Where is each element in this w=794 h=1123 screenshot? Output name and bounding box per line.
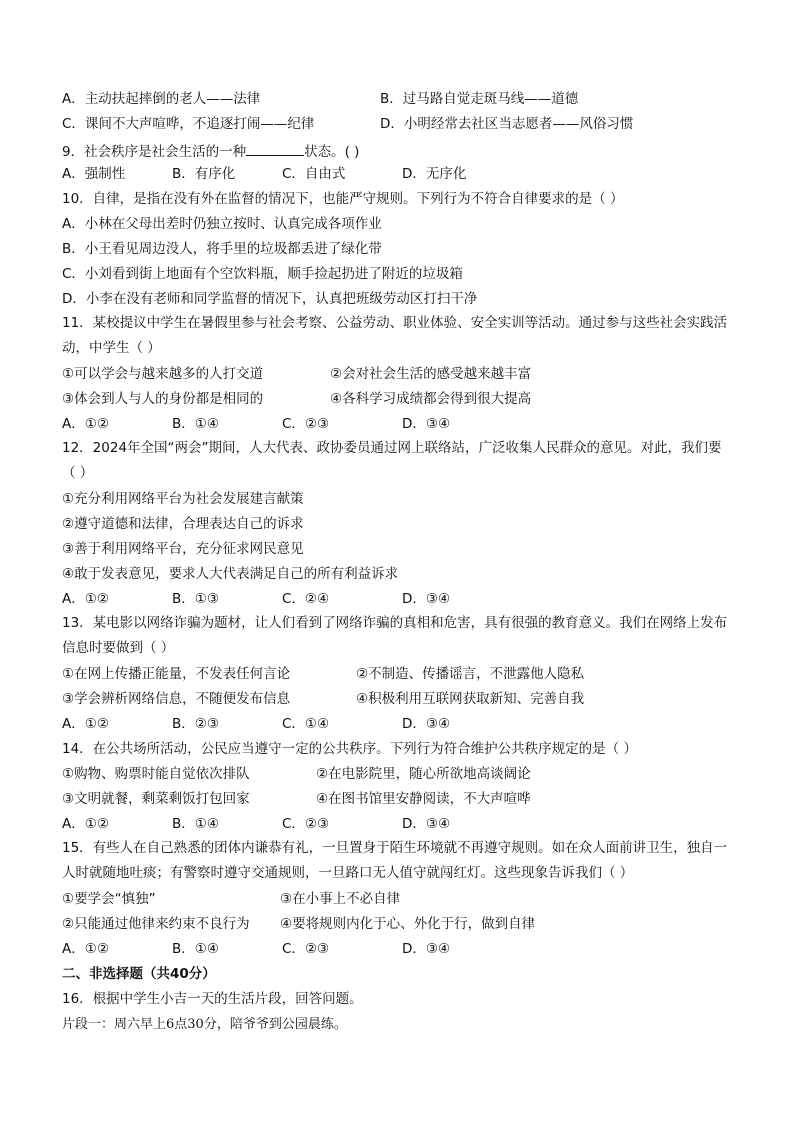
q14-item-1: ①购物、购票时能自觉依次排队 (62, 766, 250, 782)
q15-items-row-1 (62, 893, 732, 913)
q15-item-2: ②只能通过他律来约束不良行为 (62, 916, 250, 932)
q12-item-4: ④敢于发表意见，要求人大代表满足自己的所有利益诉求 (62, 566, 399, 582)
q9-option-d[interactable]: D．无序化 (402, 166, 467, 182)
q10-option-a[interactable]: A．小林在父母出差时仍独立按时、认真完成各项作业 (62, 216, 382, 232)
q9-stem-before: 9．社会秩序是社会生活的一种 (62, 144, 247, 160)
q14-item-3: ③文明就餐，剩菜剩饭打包回家 (62, 791, 250, 807)
q8-options-row-1 (62, 93, 732, 113)
q15-stem: 15．有些人在自己熟悉的团体内谦恭有礼，一旦置身于陌生环境就不再遵守规则。如在众人面前讲卫生，独自一人时就随地吐痰；有警察时遵守交通规则，一旦路口无人值守就闯红灯。这些现象告诉我们（ ） (62, 840, 728, 881)
q12-option-d[interactable]: D．③④ (402, 591, 451, 607)
q11-item-1: ①可以学会与越来越多的人打交道 (62, 366, 264, 382)
q8-option-b[interactable]: B．过马路自觉走斑马线——道德 (380, 91, 579, 107)
q13-stem: 13．某电影以网络诈骗为题材，让人们看到了网络诈骗的真相和危害，具有很强的教育意义。我们在网络上发布信息时要做到（ ） (62, 615, 728, 656)
q14-stem: 14．在公共场所活动，公民应当遵守一定的公共秩序。下列行为符合维护公共秩序规定的是（ ） (62, 741, 637, 757)
q11-option-a[interactable]: A．①② (62, 416, 109, 432)
q11-option-c[interactable]: C．②③ (282, 416, 330, 432)
q10-option-c[interactable]: C．小刘看到街上地面有个空饮料瓶，顺手捡起扔进了附近的垃圾箱 (62, 266, 463, 282)
q16-stem: 16．根据中学生小吉一天的生活片段，回答问题。 (62, 991, 363, 1007)
q10-option-b[interactable]: B．小王看见周边没人，将手里的垃圾都丢进了绿化带 (62, 241, 382, 257)
q9-stem-after: 状态。( ) (304, 144, 360, 160)
q15-item-3: ③在小事上不必自律 (280, 891, 401, 907)
q9-option-c[interactable]: C．自由式 (282, 166, 346, 182)
q12-options-row (62, 593, 732, 613)
q13-item-1: ①在网上传播正能量，不发表任何言论 (62, 666, 291, 682)
q13-item-2: ②不制造、传播谣言，不泄露他人隐私 (356, 666, 585, 682)
q13-item-3: ③学会辨析网络信息，不随便发布信息 (62, 691, 291, 707)
q12-item-3: ③善于利用网络平台，充分征求网民意见 (62, 541, 304, 557)
q9-answer-blank[interactable] (246, 143, 304, 156)
q11-option-d[interactable]: D．③④ (402, 416, 451, 432)
q15-option-b[interactable]: B．①④ (172, 941, 219, 957)
q8-option-c[interactable]: C．课间不大声喧哗，不追逐打闹——纪律 (62, 116, 315, 132)
q8-options-row-2 (62, 118, 732, 138)
q12-item-2: ②遵守道德和法律，合理表达自己的诉求 (62, 516, 304, 532)
q11-items-row-2 (62, 393, 732, 413)
q15-item-4: ④要将规则内化于心、外化于行，做到自律 (280, 916, 536, 932)
q15-item-1: ①要学会“慎独” (62, 891, 156, 907)
q14-item-4: ④在图书馆里安静阅读，不大声喧哗 (316, 791, 531, 807)
q11-item-3: ③体会到人与人的身份都是相同的 (62, 391, 264, 407)
q12-option-a[interactable]: A．①② (62, 591, 109, 607)
q11-item-4: ④各科学习成绩都会得到很大提高 (330, 391, 532, 407)
q15-items-row-2 (62, 918, 732, 938)
q12-item-1: ①充分利用网络平台为社会发展建言献策 (62, 491, 304, 507)
q13-options-row (62, 718, 732, 738)
q14-options-row (62, 818, 732, 838)
q13-option-b[interactable]: B．②③ (172, 716, 219, 732)
q8-option-a[interactable]: A．主动扶起摔倒的老人——法律 (62, 91, 261, 107)
q11-options-row (62, 418, 732, 438)
q11-stem: 11．某校提议中学生在暑假里参与社会考察、公益劳动、职业体验、安全实训等活动。通过参与这些社会实践活动，中学生（ ） (62, 315, 728, 356)
q15-option-c[interactable]: C．②③ (282, 941, 330, 957)
q13-option-c[interactable]: C．①④ (282, 716, 330, 732)
q14-option-a[interactable]: A．①② (62, 816, 109, 832)
q12-option-c[interactable]: C．②④ (282, 591, 330, 607)
q10-option-d[interactable]: D．小李在没有老师和同学监督的情况下，认真把班级劳动区打扫干净 (62, 291, 478, 307)
q11-option-b[interactable]: B．①④ (172, 416, 219, 432)
q14-option-c[interactable]: C．②③ (282, 816, 330, 832)
q14-option-d[interactable]: D．③④ (402, 816, 451, 832)
q9-option-b[interactable]: B．有序化 (172, 166, 236, 182)
q9-stem (62, 143, 359, 160)
q8-option-d[interactable]: D．小明经常去社区当志愿者——风俗习惯 (380, 116, 634, 132)
q10-stem: 10．自律，是指在没有外在监督的情况下，也能严守规则。下列行为不符合自律要求的是（ ） (62, 191, 624, 207)
q9-options-row (62, 168, 732, 188)
q15-options-row (62, 943, 732, 963)
q14-items-row-1 (62, 768, 732, 788)
q12-stem: 12．2024年全国“两会”期间，人大代表、政协委员通过网上联络站，广泛收集人民群众的意见。对此，我们要（ ） (62, 440, 722, 481)
q15-option-a[interactable]: A．①② (62, 941, 109, 957)
section-heading-non-choice: 二、非选择题（共40分） (62, 966, 216, 982)
q14-items-row-2 (62, 793, 732, 813)
q11-item-2: ②会对社会生活的感受越来越丰富 (330, 366, 532, 382)
q15-option-d[interactable]: D．③④ (402, 941, 451, 957)
q13-items-row-2 (62, 693, 732, 713)
q13-option-a[interactable]: A．①② (62, 716, 109, 732)
q14-option-b[interactable]: B．①④ (172, 816, 219, 832)
q11-items-row-1 (62, 368, 732, 388)
q12-option-b[interactable]: B．①③ (172, 591, 219, 607)
q9-option-a[interactable]: A．强制性 (62, 166, 126, 182)
q13-option-d[interactable]: D．③④ (402, 716, 451, 732)
q14-item-2: ②在电影院里，随心所欲地高谈阔论 (316, 766, 531, 782)
q16-fragment-1: 片段一：周六早上6点30分，陪爷爷到公园晨练。 (62, 1017, 347, 1032)
q13-items-row-1 (62, 668, 732, 688)
q13-item-4: ④积极利用互联网获取新知、完善自我 (356, 691, 585, 707)
